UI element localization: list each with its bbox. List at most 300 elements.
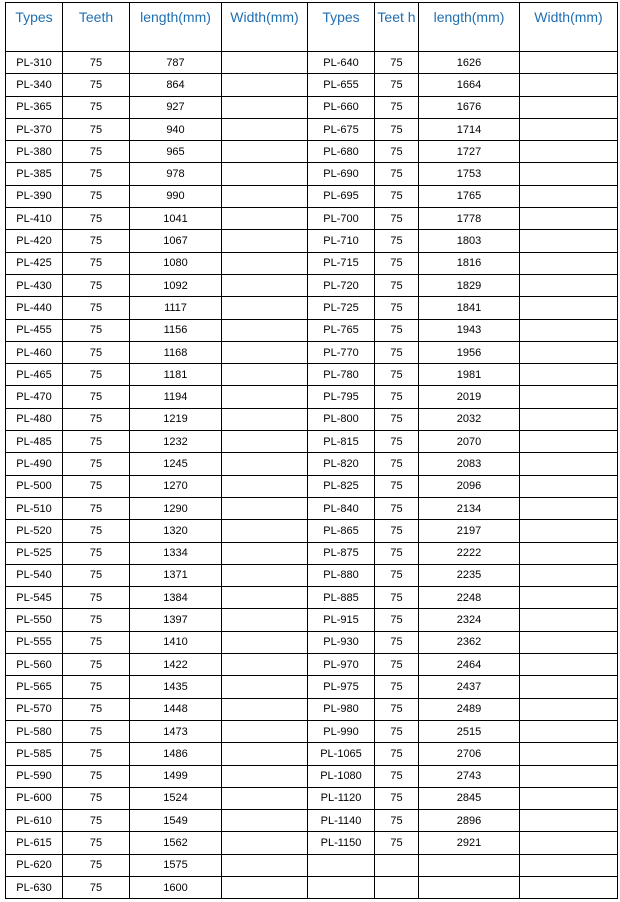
- right-width-cell: [520, 631, 618, 653]
- left-width-cell: [222, 587, 308, 609]
- right-type-cell: PL-880: [308, 564, 375, 586]
- left-width-cell: [222, 765, 308, 787]
- table-row: [6, 743, 618, 765]
- right-length-cell: 1943: [419, 319, 520, 341]
- left-teeth-cell: 75: [63, 810, 130, 832]
- right-width-cell: [520, 74, 618, 96]
- left-width-cell: [222, 698, 308, 720]
- right-type-cell: PL-865: [308, 520, 375, 542]
- table-row: [6, 118, 618, 140]
- left-type-cell: PL-525: [6, 542, 63, 564]
- left-teeth-cell: 75: [63, 453, 130, 475]
- right-teeth-cell: 75: [375, 230, 419, 252]
- left-width-cell: [222, 497, 308, 519]
- table-row: [6, 341, 618, 363]
- left-teeth-cell: 75: [63, 297, 130, 319]
- left-type-cell: PL-590: [6, 765, 63, 787]
- right-teeth-cell: 75: [375, 654, 419, 676]
- left-length-cell: 1549: [130, 810, 222, 832]
- left-teeth-cell: 75: [63, 230, 130, 252]
- right-width-cell: [520, 252, 618, 274]
- left-teeth-cell: 75: [63, 631, 130, 653]
- right-type-cell: PL-675: [308, 118, 375, 140]
- right-teeth-cell: 75: [375, 141, 419, 163]
- right-type-cell: PL-975: [308, 676, 375, 698]
- left-length-cell: 1156: [130, 319, 222, 341]
- left-length-cell: 1499: [130, 765, 222, 787]
- right-length-cell: 2743: [419, 765, 520, 787]
- right-type-cell: PL-800: [308, 408, 375, 430]
- right-length-cell: 2464: [419, 654, 520, 676]
- left-teeth-cell: 75: [63, 832, 130, 854]
- left-type-cell: PL-580: [6, 720, 63, 742]
- left-width-cell: [222, 654, 308, 676]
- left-type-cell: PL-550: [6, 609, 63, 631]
- right-teeth-cell: 75: [375, 720, 419, 742]
- right-length-cell: 1816: [419, 252, 520, 274]
- right-teeth-cell: 75: [375, 185, 419, 207]
- right-width-cell: [520, 832, 618, 854]
- left-teeth-cell: 75: [63, 341, 130, 363]
- right-teeth-cell: 75: [375, 96, 419, 118]
- table-row: [6, 631, 618, 653]
- right-length-cell: 2032: [419, 408, 520, 430]
- table-row: [6, 252, 618, 274]
- left-width-cell: [222, 564, 308, 586]
- right-type-cell: PL-715: [308, 252, 375, 274]
- left-width-cell: [222, 520, 308, 542]
- left-type-cell: PL-555: [6, 631, 63, 653]
- right-type-cell: PL-885: [308, 587, 375, 609]
- left-teeth-cell: 75: [63, 274, 130, 296]
- right-width-cell: [520, 230, 618, 252]
- left-type-cell: PL-540: [6, 564, 63, 586]
- right-width-cell: [520, 743, 618, 765]
- left-width-cell: [222, 208, 308, 230]
- right-length-cell: 1841: [419, 297, 520, 319]
- right-length-cell: 1803: [419, 230, 520, 252]
- right-type-cell: PL-980: [308, 698, 375, 720]
- right-width-cell: [520, 52, 618, 74]
- right-teeth-cell: 75: [375, 208, 419, 230]
- header-width-right: Width(mm): [520, 3, 618, 52]
- left-length-cell: 864: [130, 74, 222, 96]
- left-teeth-cell: 75: [63, 118, 130, 140]
- left-width-cell: [222, 52, 308, 74]
- left-type-cell: PL-615: [6, 832, 63, 854]
- left-length-cell: 1562: [130, 832, 222, 854]
- left-teeth-cell: 75: [63, 520, 130, 542]
- left-width-cell: [222, 609, 308, 631]
- right-type-cell: PL-815: [308, 431, 375, 453]
- left-length-cell: 1410: [130, 631, 222, 653]
- right-type-cell: PL-1065: [308, 743, 375, 765]
- right-type-cell: PL-825: [308, 475, 375, 497]
- left-width-cell: [222, 141, 308, 163]
- right-width-cell: [520, 810, 618, 832]
- left-width-cell: [222, 810, 308, 832]
- right-width-cell: [520, 564, 618, 586]
- left-width-cell: [222, 364, 308, 386]
- right-type-cell: PL-695: [308, 185, 375, 207]
- table-row: [6, 854, 618, 876]
- belt-spec-table: [5, 2, 618, 899]
- right-length-cell: 1626: [419, 52, 520, 74]
- right-teeth-cell: 75: [375, 453, 419, 475]
- right-width-cell: [520, 698, 618, 720]
- right-width-cell: [520, 520, 618, 542]
- right-width-cell: [520, 876, 618, 898]
- left-teeth-cell: 75: [63, 96, 130, 118]
- left-type-cell: PL-310: [6, 52, 63, 74]
- left-teeth-cell: 75: [63, 542, 130, 564]
- left-teeth-cell: 75: [63, 163, 130, 185]
- right-width-cell: [520, 676, 618, 698]
- right-type-cell: PL-640: [308, 52, 375, 74]
- right-type-cell: PL-795: [308, 386, 375, 408]
- right-teeth-cell: 75: [375, 810, 419, 832]
- left-width-cell: [222, 475, 308, 497]
- right-width-cell: [520, 453, 618, 475]
- right-length-cell: 1727: [419, 141, 520, 163]
- left-teeth-cell: 75: [63, 743, 130, 765]
- right-teeth-cell: 75: [375, 787, 419, 809]
- right-width-cell: [520, 274, 618, 296]
- right-type-cell: PL-700: [308, 208, 375, 230]
- right-type-cell: PL-725: [308, 297, 375, 319]
- left-teeth-cell: 75: [63, 720, 130, 742]
- right-teeth-cell: 75: [375, 765, 419, 787]
- right-teeth-cell: 75: [375, 364, 419, 386]
- left-type-cell: PL-560: [6, 654, 63, 676]
- right-teeth-cell: 75: [375, 520, 419, 542]
- left-length-cell: 1435: [130, 676, 222, 698]
- right-length-cell: 1676: [419, 96, 520, 118]
- left-length-cell: 787: [130, 52, 222, 74]
- left-width-cell: [222, 832, 308, 854]
- left-teeth-cell: 75: [63, 208, 130, 230]
- left-width-cell: [222, 118, 308, 140]
- right-length-cell: 2489: [419, 698, 520, 720]
- left-length-cell: 927: [130, 96, 222, 118]
- right-width-cell: [520, 765, 618, 787]
- right-type-cell: PL-660: [308, 96, 375, 118]
- right-length-cell: 2324: [419, 609, 520, 631]
- left-length-cell: 1092: [130, 274, 222, 296]
- table-body: [6, 52, 618, 899]
- right-type-cell: PL-990: [308, 720, 375, 742]
- table-row: [6, 431, 618, 453]
- right-width-cell: [520, 341, 618, 363]
- right-width-cell: [520, 542, 618, 564]
- left-type-cell: PL-610: [6, 810, 63, 832]
- left-width-cell: [222, 96, 308, 118]
- left-type-cell: PL-455: [6, 319, 63, 341]
- left-type-cell: PL-465: [6, 364, 63, 386]
- left-type-cell: PL-585: [6, 743, 63, 765]
- left-length-cell: 1232: [130, 431, 222, 453]
- left-type-cell: PL-380: [6, 141, 63, 163]
- right-type-cell: PL-1120: [308, 787, 375, 809]
- right-length-cell: 2070: [419, 431, 520, 453]
- left-length-cell: 1422: [130, 654, 222, 676]
- left-length-cell: 1397: [130, 609, 222, 631]
- left-type-cell: PL-410: [6, 208, 63, 230]
- left-length-cell: 1524: [130, 787, 222, 809]
- right-width-cell: [520, 185, 618, 207]
- right-length-cell: 1778: [419, 208, 520, 230]
- left-length-cell: 1320: [130, 520, 222, 542]
- table-row: [6, 74, 618, 96]
- left-length-cell: 1290: [130, 497, 222, 519]
- right-length-cell: 2921: [419, 832, 520, 854]
- right-width-cell: [520, 208, 618, 230]
- left-width-cell: [222, 676, 308, 698]
- right-length-cell: 1956: [419, 341, 520, 363]
- left-width-cell: [222, 274, 308, 296]
- right-teeth-cell: 75: [375, 698, 419, 720]
- table-row: [6, 542, 618, 564]
- left-width-cell: [222, 720, 308, 742]
- table-row: [6, 609, 618, 631]
- left-type-cell: PL-630: [6, 876, 63, 898]
- right-type-cell: PL-915: [308, 609, 375, 631]
- right-type-cell: PL-1150: [308, 832, 375, 854]
- header-width-left: Width(mm): [222, 3, 308, 52]
- right-length-cell: 2845: [419, 787, 520, 809]
- right-teeth-cell: 75: [375, 319, 419, 341]
- right-width-cell: [520, 163, 618, 185]
- left-type-cell: PL-470: [6, 386, 63, 408]
- table-row: [6, 408, 618, 430]
- left-width-cell: [222, 453, 308, 475]
- left-length-cell: 1219: [130, 408, 222, 430]
- table-row: [6, 230, 618, 252]
- left-width-cell: [222, 743, 308, 765]
- right-teeth-cell: [375, 876, 419, 898]
- left-length-cell: 940: [130, 118, 222, 140]
- right-length-cell: 2083: [419, 453, 520, 475]
- table-row: [6, 676, 618, 698]
- right-type-cell: PL-1140: [308, 810, 375, 832]
- left-width-cell: [222, 252, 308, 274]
- left-type-cell: PL-510: [6, 497, 63, 519]
- table-row: [6, 876, 618, 898]
- left-length-cell: 1168: [130, 341, 222, 363]
- right-width-cell: [520, 654, 618, 676]
- left-width-cell: [222, 787, 308, 809]
- left-type-cell: PL-490: [6, 453, 63, 475]
- table-row: [6, 587, 618, 609]
- right-width-cell: [520, 141, 618, 163]
- left-teeth-cell: 75: [63, 854, 130, 876]
- right-type-cell: PL-840: [308, 497, 375, 519]
- left-width-cell: [222, 319, 308, 341]
- right-length-cell: 2437: [419, 676, 520, 698]
- left-length-cell: 1448: [130, 698, 222, 720]
- right-teeth-cell: 75: [375, 743, 419, 765]
- left-type-cell: PL-520: [6, 520, 63, 542]
- right-width-cell: [520, 386, 618, 408]
- right-width-cell: [520, 364, 618, 386]
- header-length-left: length(mm): [130, 3, 222, 52]
- table-row: [6, 787, 618, 809]
- left-teeth-cell: 75: [63, 587, 130, 609]
- right-teeth-cell: 75: [375, 274, 419, 296]
- right-type-cell: [308, 854, 375, 876]
- right-teeth-cell: 75: [375, 497, 419, 519]
- left-teeth-cell: 75: [63, 876, 130, 898]
- right-teeth-cell: 75: [375, 52, 419, 74]
- table-row: [6, 386, 618, 408]
- right-type-cell: PL-970: [308, 654, 375, 676]
- left-teeth-cell: 75: [63, 386, 130, 408]
- right-length-cell: 2515: [419, 720, 520, 742]
- left-length-cell: 1194: [130, 386, 222, 408]
- right-type-cell: PL-765: [308, 319, 375, 341]
- right-type-cell: PL-820: [308, 453, 375, 475]
- left-type-cell: PL-485: [6, 431, 63, 453]
- right-type-cell: PL-770: [308, 341, 375, 363]
- right-width-cell: [520, 720, 618, 742]
- left-type-cell: PL-620: [6, 854, 63, 876]
- right-width-cell: [520, 609, 618, 631]
- table-row: [6, 765, 618, 787]
- right-length-cell: 1829: [419, 274, 520, 296]
- left-length-cell: 1384: [130, 587, 222, 609]
- left-length-cell: 1067: [130, 230, 222, 252]
- right-length-cell: 2248: [419, 587, 520, 609]
- right-type-cell: [308, 876, 375, 898]
- left-type-cell: PL-390: [6, 185, 63, 207]
- right-length-cell: 2096: [419, 475, 520, 497]
- right-width-cell: [520, 475, 618, 497]
- left-type-cell: PL-340: [6, 74, 63, 96]
- left-length-cell: 1245: [130, 453, 222, 475]
- right-teeth-cell: 75: [375, 564, 419, 586]
- left-teeth-cell: 75: [63, 252, 130, 274]
- right-length-cell: 2222: [419, 542, 520, 564]
- right-width-cell: [520, 118, 618, 140]
- left-type-cell: PL-600: [6, 787, 63, 809]
- table-row: [6, 698, 618, 720]
- right-type-cell: PL-720: [308, 274, 375, 296]
- left-teeth-cell: 75: [63, 698, 130, 720]
- table-row: [6, 185, 618, 207]
- right-length-cell: 2019: [419, 386, 520, 408]
- table-row: [6, 453, 618, 475]
- left-teeth-cell: 75: [63, 141, 130, 163]
- left-teeth-cell: 75: [63, 185, 130, 207]
- right-teeth-cell: 75: [375, 341, 419, 363]
- header-types-right: Types: [308, 3, 375, 52]
- left-teeth-cell: 75: [63, 319, 130, 341]
- right-width-cell: [520, 854, 618, 876]
- right-teeth-cell: 75: [375, 252, 419, 274]
- table-row: [6, 832, 618, 854]
- left-length-cell: 1600: [130, 876, 222, 898]
- right-teeth-cell: 75: [375, 74, 419, 96]
- right-width-cell: [520, 96, 618, 118]
- left-type-cell: PL-425: [6, 252, 63, 274]
- left-width-cell: [222, 74, 308, 96]
- table-row: [6, 654, 618, 676]
- right-teeth-cell: 75: [375, 542, 419, 564]
- right-teeth-cell: 75: [375, 408, 419, 430]
- right-length-cell: 1714: [419, 118, 520, 140]
- left-length-cell: 1041: [130, 208, 222, 230]
- right-length-cell: 2235: [419, 564, 520, 586]
- left-length-cell: 1080: [130, 252, 222, 274]
- header-teeth-right: Teet h: [375, 3, 419, 52]
- right-teeth-cell: 75: [375, 118, 419, 140]
- left-type-cell: PL-430: [6, 274, 63, 296]
- left-type-cell: PL-420: [6, 230, 63, 252]
- left-width-cell: [222, 854, 308, 876]
- left-type-cell: PL-500: [6, 475, 63, 497]
- right-teeth-cell: 75: [375, 832, 419, 854]
- left-type-cell: PL-565: [6, 676, 63, 698]
- table-row: [6, 497, 618, 519]
- right-teeth-cell: 75: [375, 386, 419, 408]
- left-teeth-cell: 75: [63, 52, 130, 74]
- left-width-cell: [222, 185, 308, 207]
- right-teeth-cell: 75: [375, 431, 419, 453]
- left-width-cell: [222, 230, 308, 252]
- header-length-right: length(mm): [419, 3, 520, 52]
- left-type-cell: PL-385: [6, 163, 63, 185]
- right-length-cell: 2197: [419, 520, 520, 542]
- left-teeth-cell: 75: [63, 475, 130, 497]
- right-teeth-cell: [375, 854, 419, 876]
- left-length-cell: 1371: [130, 564, 222, 586]
- left-width-cell: [222, 431, 308, 453]
- left-length-cell: 1486: [130, 743, 222, 765]
- right-teeth-cell: 75: [375, 163, 419, 185]
- table-row: [6, 810, 618, 832]
- left-type-cell: PL-570: [6, 698, 63, 720]
- left-length-cell: 1575: [130, 854, 222, 876]
- right-teeth-cell: 75: [375, 587, 419, 609]
- left-type-cell: PL-460: [6, 341, 63, 363]
- right-width-cell: [520, 297, 618, 319]
- right-type-cell: PL-875: [308, 542, 375, 564]
- left-teeth-cell: 75: [63, 564, 130, 586]
- right-length-cell: [419, 854, 520, 876]
- left-teeth-cell: 75: [63, 497, 130, 519]
- left-teeth-cell: 75: [63, 408, 130, 430]
- table-row: [6, 520, 618, 542]
- table-row: [6, 96, 618, 118]
- left-width-cell: [222, 876, 308, 898]
- left-teeth-cell: 75: [63, 74, 130, 96]
- left-width-cell: [222, 386, 308, 408]
- right-type-cell: PL-710: [308, 230, 375, 252]
- table-row: [6, 297, 618, 319]
- table-row: [6, 475, 618, 497]
- left-length-cell: 1117: [130, 297, 222, 319]
- right-length-cell: 1765: [419, 185, 520, 207]
- right-length-cell: 1664: [419, 74, 520, 96]
- right-width-cell: [520, 497, 618, 519]
- table-row: [6, 364, 618, 386]
- right-width-cell: [520, 587, 618, 609]
- right-length-cell: 2362: [419, 631, 520, 653]
- right-width-cell: [520, 319, 618, 341]
- left-teeth-cell: 75: [63, 654, 130, 676]
- left-type-cell: PL-480: [6, 408, 63, 430]
- header-row: [6, 3, 618, 52]
